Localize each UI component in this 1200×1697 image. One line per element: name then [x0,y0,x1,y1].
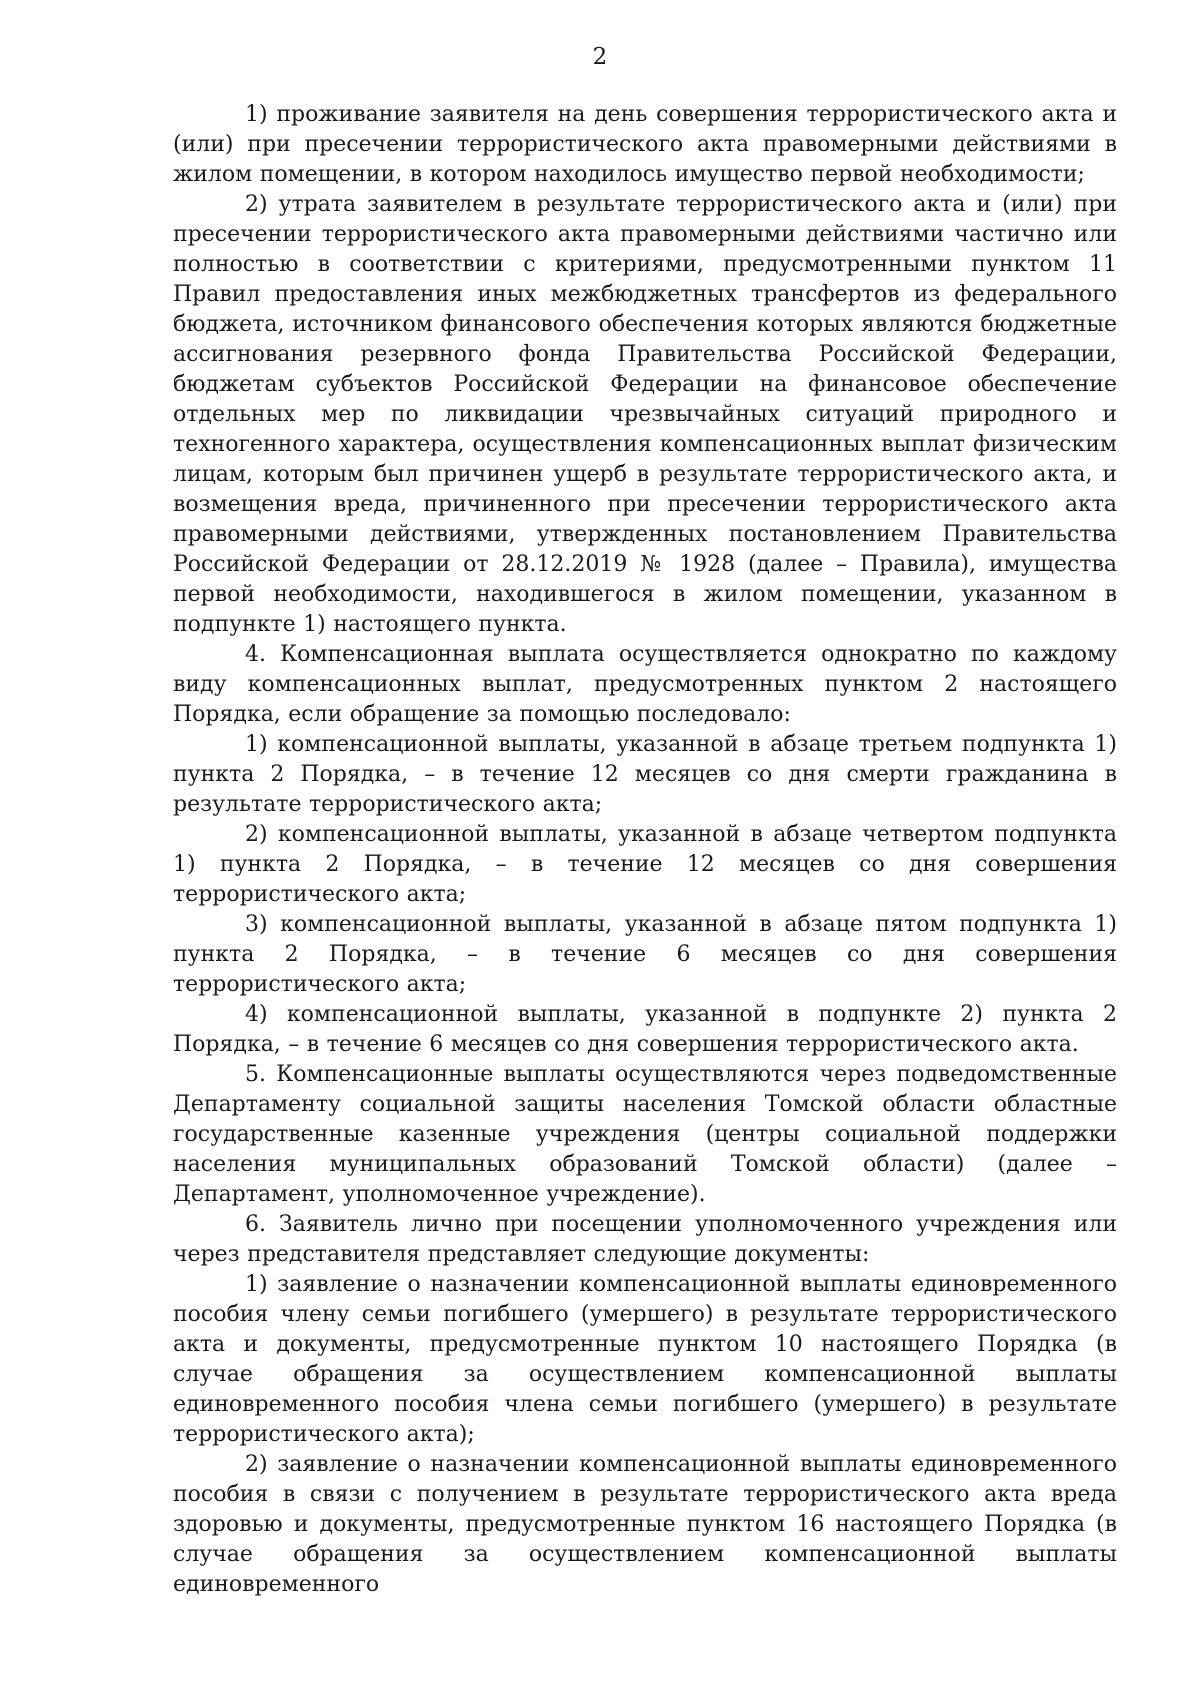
paragraph-4-item-2: 2) компенсационной выплаты, указанной в абзаце четвертом подпункта 1) пункта 2 Порядка, – в течение 12 месяцев со дня совершения террористического акта; [173,822,1117,907]
paragraph-4-item-3: 3) компенсационной выплаты, указанной в абзаце пятом подпункта 1) пункта 2 Порядка, – в течение 6 месяцев со дня совершения террористического акта; [173,912,1117,997]
page-number: 2 [592,44,608,70]
paragraph-6-item-1: 1) заявление о назначении компенсационной выплаты единовременного пособия члену семьи погибшего (умершего) в результате террористического акта и документы, предусмотренные пунктом 10 настоящего Порядка (в случае обращения за осуществлением компенсационной выплаты единовременного пособия члена семьи погибшего (умершего) в результате террористического акта); [173,1272,1117,1447]
paragraph-4-item-4: 4) компенсационной выплаты, указанной в подпункте 2) пункта 2 Порядка, – в течение 6 месяцев со дня совершения террористического акта. [173,1002,1117,1057]
paragraph-residence: 1) проживание заявителя на день совершения террористического акта и (или) при пресечении террористического акта правомерными действиями в жилом помещении, в котором находилось имущество первой необходимости; [173,102,1117,187]
paragraph-property-loss: 2) утрата заявителем в результате террористического акта и (или) при пресечении террористического акта правомерными действиями частично или полностью в соответствии с критериями, предусмотренными пунктом 11 Правил предоставления иных межбюджетных трансфертов из федерального бюджета, источником финансового обеспечения которых являются бюджетные ассигнования резервного фонда Правительства Российской Федерации, бюджетам субъектов Российской Федерации на финансовое обеспечение отдельных мер по ликвидации чрезвычайных ситуаций природного и техногенного характера, осуществления компенсационных выплат физическим лицам, которым был причинен ущерб в результате террористического акта, и возмещения вреда, причиненного при пресечении террористического акта правомерными действиями, утвержденных постановлением Правительства Российской Федерации от 28.12.2019 № 1928 (далее – Правила), имущества первой необходимости, находившегося в жилом помещении, указанном в подпункте 1) настоящего пункта. [173,192,1117,637]
paragraph-6-item-2: 2) заявление о назначении компенсационной выплаты единовременного пособия в связи с получением в результате террористического акта вреда здоровью и документы, предусмотренные пунктом 16 настоящего Порядка (в случае обращения за осуществлением компенсационной выплаты единовременного [173,1452,1117,1597]
document-body [173,100,1117,1600]
paragraph-section-5: 5. Компенсационные выплаты осуществляются через подведомственные Департаменту социальной защиты населения Томской области областные государственные казенные учреждения (центры социальной поддержки населения муниципальных образований Томской области) (далее – Департамент, уполномоченное учреждение). [173,1062,1117,1207]
paragraph-section-4: 4. Компенсационная выплата осуществляется однократно по каждому виду компенсационных выплат, предусмотренных пунктом 2 настоящего Порядка, если обращение за помощью последовало: [173,642,1117,727]
paragraph-section-6: 6. Заявитель лично при посещении уполномоченного учреждения или через представителя представляет следующие документы: [173,1212,1117,1267]
paragraph-4-item-1: 1) компенсационной выплаты, указанной в абзаце третьем подпункта 1) пункта 2 Порядка, – в течение 12 месяцев со дня смерти гражданина в результате террористического акта; [173,732,1117,817]
